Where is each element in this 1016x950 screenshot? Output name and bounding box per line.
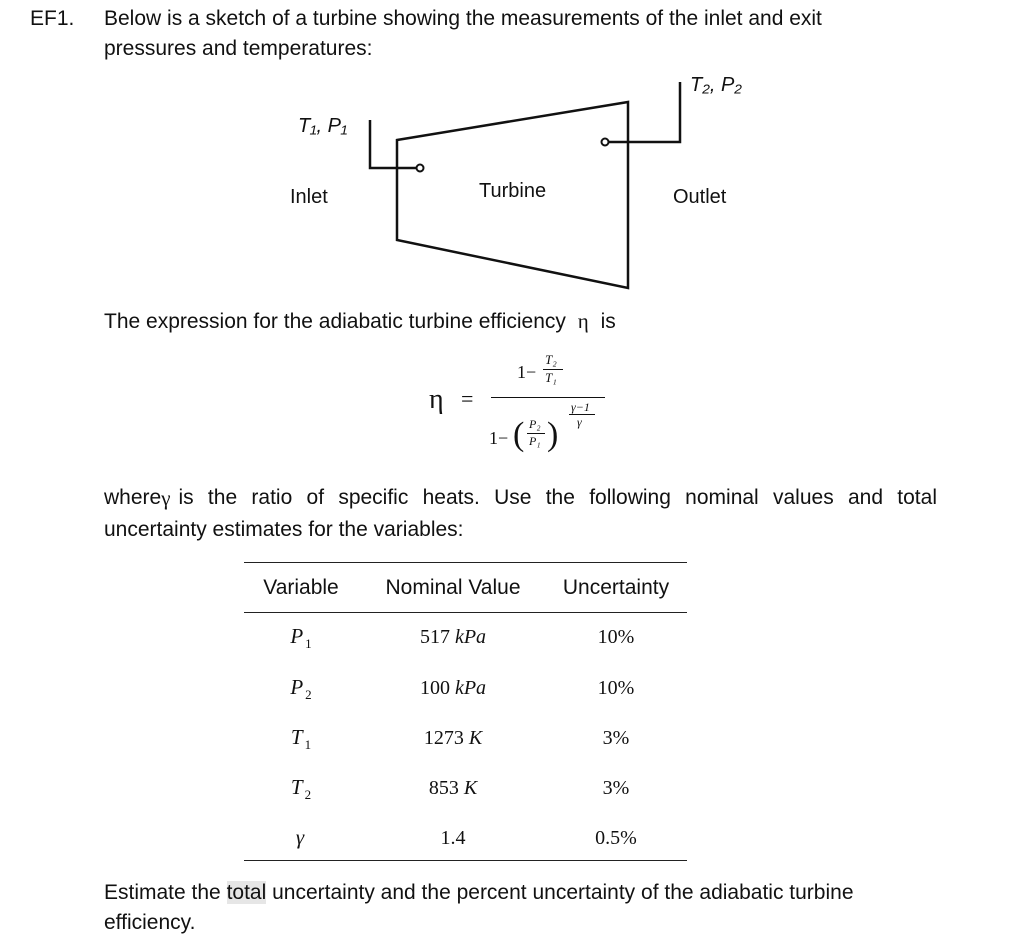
variable-symbol: T bbox=[290, 725, 303, 749]
header-variable: Variable bbox=[263, 576, 339, 599]
numerator-one-minus: 1− bbox=[517, 362, 537, 382]
nominal-number: 1.4 bbox=[440, 827, 466, 849]
table-row-variable bbox=[252, 624, 350, 652]
is-text: is bbox=[600, 310, 616, 333]
right-paren: ) bbox=[547, 416, 559, 453]
where-rest: is the ratio of specific heats. Use the following nominal values and total bbox=[178, 486, 937, 509]
table-row-variable bbox=[252, 775, 350, 803]
outlet-state-label: T₂, P₂ bbox=[690, 74, 742, 96]
variable-symbol: T bbox=[290, 775, 303, 799]
denominator-one-minus: 1− bbox=[489, 428, 509, 448]
nominal-unit: kPa bbox=[454, 626, 487, 648]
outlet-label: Outlet bbox=[673, 186, 727, 208]
final-text-a: Estimate the bbox=[104, 881, 221, 904]
turbine-diagram bbox=[260, 70, 780, 300]
table-top-rule bbox=[244, 562, 687, 563]
nominal-unit: K bbox=[468, 727, 483, 749]
gamma-symbol: γ bbox=[161, 486, 171, 510]
turbine-label: Turbine bbox=[479, 180, 547, 202]
variable-symbol: P bbox=[290, 675, 304, 699]
table-bottom-rule bbox=[244, 860, 687, 861]
table-row-nominal-value bbox=[372, 827, 534, 850]
final-line-1 bbox=[104, 878, 937, 908]
table-row-uncertainty: 3% bbox=[602, 777, 630, 799]
variable-symbol: γ bbox=[295, 825, 305, 849]
table-row-variable bbox=[252, 725, 350, 753]
nominal-number: 100 bbox=[419, 677, 450, 699]
eta-symbol: η bbox=[577, 309, 589, 333]
numerator-frac-top: T₂ bbox=[545, 352, 557, 367]
final-text-b: uncertainty and the percent uncertainty of the adiabatic turbine bbox=[272, 881, 854, 904]
nominal-number: 517 bbox=[419, 626, 450, 648]
where-word: where bbox=[104, 486, 162, 509]
table-row-nominal-value bbox=[372, 677, 534, 700]
table-row-uncertainty: 0.5% bbox=[595, 827, 637, 849]
nominal-number: 853 bbox=[428, 777, 459, 799]
nominal-number: 1273 bbox=[423, 727, 464, 749]
table-row-nominal-value bbox=[372, 626, 534, 649]
inlet-label: Inlet bbox=[290, 186, 328, 208]
table-header-rule bbox=[244, 612, 687, 613]
nominal-unit: kPa bbox=[454, 677, 487, 699]
table-row-uncertainty: 10% bbox=[597, 626, 635, 648]
table-row-variable bbox=[252, 825, 350, 853]
table-row-nominal-value bbox=[372, 727, 534, 750]
table-row-uncertainty: 10% bbox=[597, 677, 635, 699]
intro-line-2: pressures and temperatures: bbox=[104, 37, 373, 60]
exponent-bot: γ bbox=[577, 415, 582, 429]
expression-sentence bbox=[104, 306, 616, 337]
where-line-1 bbox=[104, 483, 937, 513]
inlet-state-label: T₁, P₁ bbox=[298, 115, 348, 137]
table-row-nominal-value bbox=[372, 777, 534, 800]
outlet-port bbox=[602, 139, 609, 146]
table-row-variable bbox=[252, 675, 350, 703]
nominal-unit: K bbox=[463, 777, 478, 799]
formula-equals: = bbox=[461, 386, 474, 411]
where-line-2: uncertainty estimates for the variables: bbox=[104, 518, 464, 541]
denominator-frac-top: P₂ bbox=[529, 417, 541, 431]
variable-subscript: 2 bbox=[305, 687, 312, 702]
variable-subscript: 1 bbox=[304, 737, 312, 752]
outlet-pipe bbox=[605, 82, 680, 142]
main-fraction-bar bbox=[491, 397, 605, 398]
variable-symbol: P bbox=[290, 624, 304, 648]
final-line-2: efficiency. bbox=[104, 911, 196, 934]
highlighted-word: total bbox=[226, 881, 267, 904]
expression-text: The expression for the adiabatic turbine efficiency bbox=[104, 310, 566, 333]
exponent-top: γ−1 bbox=[571, 400, 590, 414]
variable-subscript: 2 bbox=[304, 787, 312, 802]
inlet-port bbox=[417, 165, 424, 172]
left-paren: ( bbox=[513, 416, 525, 453]
variable-subscript: 1 bbox=[305, 636, 312, 651]
denominator-frac-bot: P₁ bbox=[529, 434, 541, 448]
intro-line-1: Below is a sketch of a turbine showing the measurements of the inlet and exit bbox=[104, 7, 822, 30]
header-nominal-value: Nominal Value bbox=[385, 576, 521, 599]
problem-number: EF1. bbox=[30, 7, 75, 30]
header-uncertainty: Uncertainty bbox=[562, 576, 670, 599]
numerator-frac-bot: T₁ bbox=[545, 370, 557, 385]
exponent-bar bbox=[569, 414, 595, 415]
formula-eta: η bbox=[429, 384, 444, 415]
table-row-uncertainty: 3% bbox=[602, 727, 630, 749]
inlet-pipe bbox=[370, 120, 418, 168]
efficiency-formula bbox=[425, 352, 625, 462]
